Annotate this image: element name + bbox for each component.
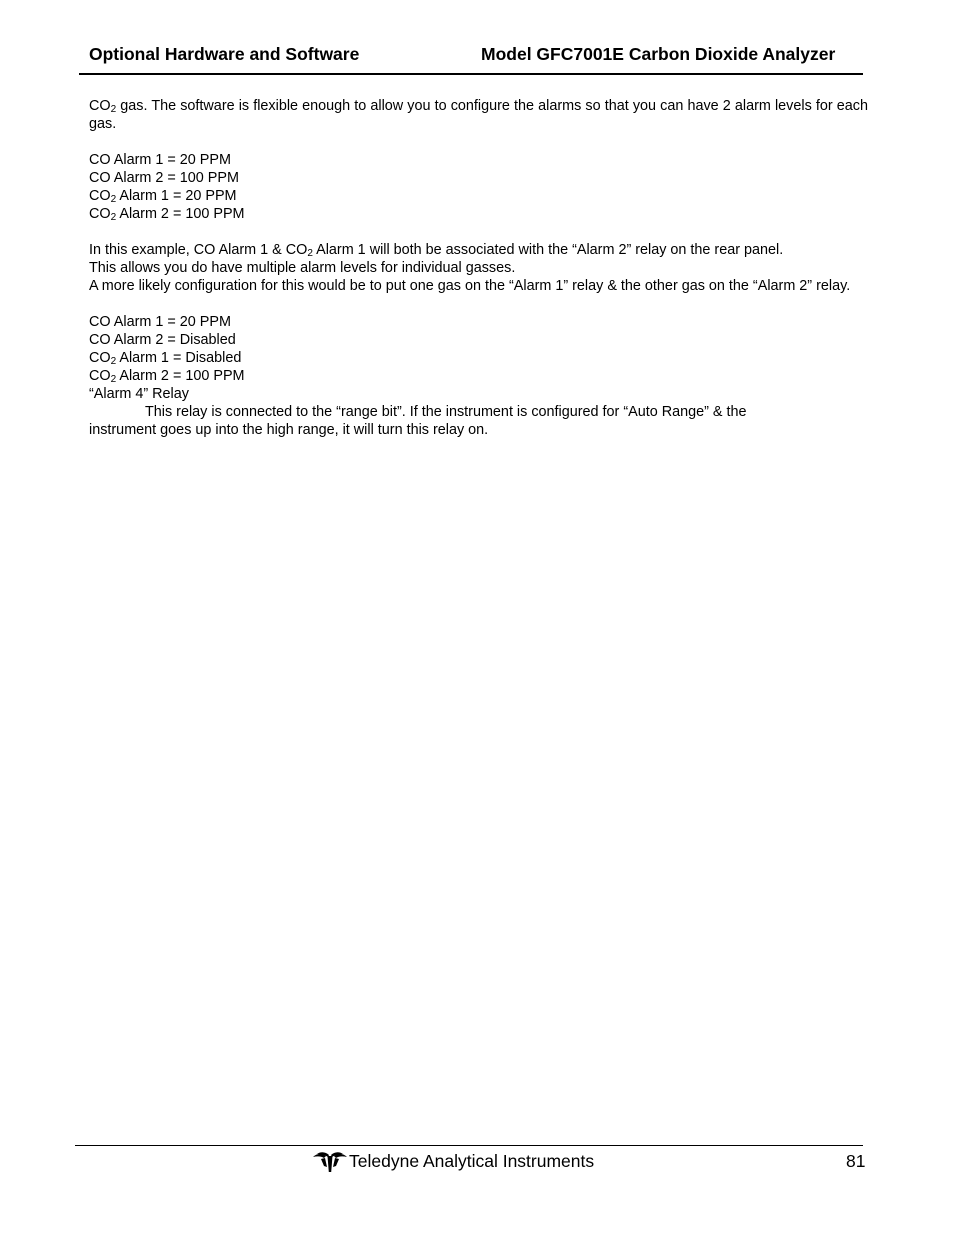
example2-line4 (89, 367, 868, 385)
example1-line1: CO Alarm 1 = 20 PPM (89, 152, 231, 168)
co-prefix: CO (89, 188, 111, 204)
example2-line3 (89, 349, 868, 367)
example2-line3-text: Alarm 1 = Disabled (116, 350, 242, 366)
header-section-title: Optional Hardware and Software (89, 44, 360, 64)
co-prefix: CO (89, 350, 111, 366)
subscript: 2 (110, 374, 117, 385)
paragraph-gap (89, 133, 868, 151)
explanation-line1 (89, 241, 868, 259)
co-prefix: CO (89, 368, 111, 384)
alarm4-description-line2: instrument goes up into the high range, it will turn this relay on. (89, 422, 489, 438)
explanation-line3: A more likely configuration for this would be to put one gas on the “Alarm 1” relay & the other gas on the “Alarm 2” relay. (89, 278, 851, 294)
subscript: 2 (110, 356, 117, 367)
header-document-title: Model GFC7001E Carbon Dioxide Analyzer (481, 44, 836, 64)
example2-line1: CO Alarm 1 = 20 PPM (89, 314, 231, 330)
co-prefix: CO (89, 206, 111, 222)
footer-divider (75, 1145, 863, 1146)
page-body (89, 97, 868, 439)
example1-line2: CO Alarm 2 = 100 PPM (89, 170, 239, 186)
explanation-text-b: Alarm 1 will both be associated with the “Alarm 2” relay on the rear panel. (312, 242, 784, 258)
explanation-text-a: In this example, CO Alarm 1 & CO (89, 242, 308, 258)
example2-line4-text: Alarm 2 = 100 PPM (116, 368, 245, 384)
paragraph-gap (89, 223, 868, 241)
page-number: 81 (846, 1151, 866, 1171)
co-prefix: CO (89, 98, 111, 114)
paragraph-gap (89, 295, 868, 313)
example1-line3 (89, 187, 868, 205)
subscript: 2 (110, 104, 117, 115)
explanation-line2: This allows you do have multiple alarm levels for individual gasses. (89, 260, 516, 276)
example1-line4 (89, 205, 868, 223)
example2-line2: CO Alarm 2 = Disabled (89, 332, 236, 348)
teledyne-logo-icon (312, 1151, 348, 1173)
header-divider (79, 73, 863, 75)
subscript: 2 (110, 194, 117, 205)
subscript: 2 (110, 212, 117, 223)
example1-line4-text: Alarm 2 = 100 PPM (116, 206, 245, 222)
intro-text: gas. The software is flexible enough to allow you to configure the alarms so that you can have 2 alarm levels for each gas. (89, 98, 868, 132)
footer-company-name: Teledyne Analytical Instruments (349, 1151, 595, 1171)
alarm4-description-line1: This relay is connected to the “range bit”. If the instrument is configured for “Auto Range” & the (145, 404, 747, 420)
intro-paragraph (89, 97, 868, 133)
example1-line3-text: Alarm 1 = 20 PPM (116, 188, 237, 204)
subscript: 2 (307, 248, 313, 259)
alarm4-heading: “Alarm 4” Relay (89, 386, 189, 402)
